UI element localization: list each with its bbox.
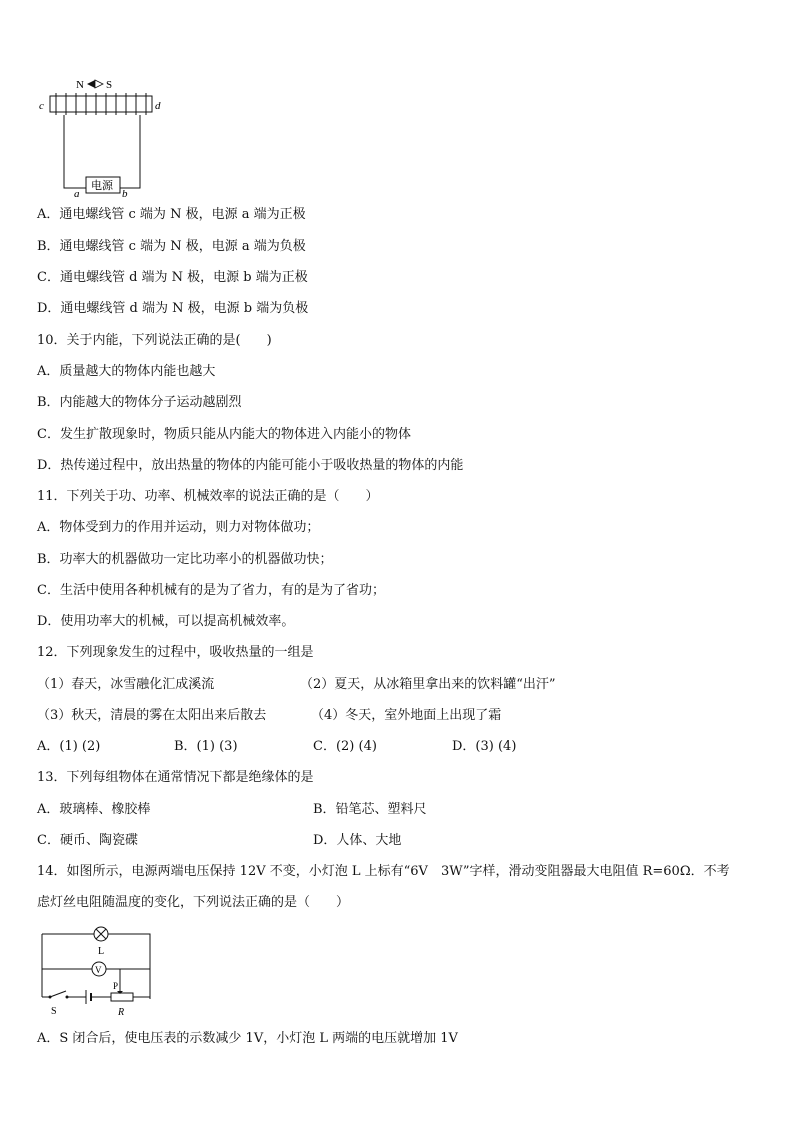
q10-option-b: B．内能越大的物体分子运动越剧烈 [37, 395, 242, 410]
q12-item-1: （1）春天，冰雪融化汇成溪流 [37, 677, 215, 692]
compass-needle-south [95, 80, 103, 88]
q12-option-b: B．(1) (3) [174, 739, 238, 754]
q13-option-d: D．人体、大地 [313, 833, 402, 848]
compass-needle-north [87, 80, 95, 88]
end-d-label: d [155, 100, 161, 112]
q9-option-c: C．通电螺线管 d 端为 N 极，电源 b 端为正极 [37, 270, 308, 285]
q12-item-3: （3）秋天，清晨的雾在太阳出来后散去 [37, 708, 267, 723]
q12-item-4: （4）冬天，室外地面上出现了霜 [311, 708, 502, 723]
q12-option-c: C．(2) (4) [313, 739, 377, 754]
q12-option-d: D．(3) (4) [452, 739, 517, 754]
switch-label: S [51, 1006, 57, 1017]
q11-option-b: B．功率大的机器做功一定比功率小的机器做功快； [37, 552, 333, 567]
end-c-label: c [39, 100, 44, 112]
voltmeter-label: V [95, 965, 102, 975]
circuit-diagram [36, 924, 156, 1020]
q12-item-2: （2）夏天，从冰箱里拿出来的饮料罐“出汗” [300, 677, 556, 692]
q11-option-a: A．物体受到力的作用并运动，则力对物体做功； [37, 520, 320, 535]
pole-s-label: S [106, 79, 113, 91]
q11-stem: 11．下列关于功、功率、机械效率的说法正确的是（ ） [37, 489, 379, 504]
q13-option-a: A．玻璃棒、橡胶棒 [37, 802, 151, 817]
terminal-a-label: a [74, 188, 80, 198]
terminal-b-label: b [122, 188, 128, 198]
q9-option-d: D．通电螺线管 d 端为 N 极，电源 b 端为负极 [37, 301, 309, 316]
rheostat-label: R [118, 1007, 125, 1018]
q10-option-a: A．质量越大的物体内能也越大 [37, 364, 216, 379]
solenoid-diagram [36, 76, 166, 198]
wire-left [64, 115, 86, 188]
q11-option-c: C．生活中使用各种机械有的是为了省力，有的是为了省功； [37, 583, 385, 598]
q10-option-c: C．发生扩散现象时，物质只能从内能大的物体进入内能小的物体 [37, 427, 411, 442]
wire-right [120, 115, 140, 188]
slider-label: P [113, 981, 119, 991]
q13-option-c: C．硬币、陶瓷碟 [37, 833, 138, 848]
solenoid-circuit-figure [36, 76, 166, 198]
q9-option-b: B．通电螺线管 c 端为 N 极，电源 a 端为负极 [37, 239, 306, 254]
rheostat-symbol [111, 993, 133, 1001]
q10-option-d: D．热传递过程中，放出热量的物体的内能可能小于吸收热量的物体的内能 [37, 458, 464, 473]
q11-option-d: D．使用功率大的机械，可以提高机械效率。 [37, 614, 295, 629]
q14-stem-line-2: 虑灯丝电阻随温度的变化，下列说法正确的是（ ） [37, 895, 350, 910]
q13-stem: 13．下列每组物体在通常情况下都是绝缘体的是 [37, 770, 314, 785]
q9-option-a: A．通电螺线管 c 端为 N 极，电源 a 端为正极 [37, 207, 306, 222]
power-supply-label: 电源 [91, 180, 113, 192]
q14-stem-line-1: 14．如图所示，电源两端电压保持 12V 不变，小灯泡 L 上标有“6V 3W”字样，滑动变阻器最大电阻值 R=60Ω．不考 [37, 864, 730, 879]
q12-option-a: A．(1) (2) [37, 739, 101, 754]
pole-n-label: N [76, 79, 84, 91]
lamp-rheostat-circuit-figure [36, 924, 156, 1020]
solenoid-core [50, 96, 152, 112]
q12-stem: 12．下列现象发生的过程中，吸收热量的一组是 [37, 645, 314, 660]
q14-option-a: A．S 闭合后，使电压表的示数减少 1V，小灯泡 L 两端的电压就增加 1V [37, 1031, 458, 1046]
q10-stem: 10．关于内能，下列说法正确的是( ) [37, 333, 272, 348]
wire-bottom-right [133, 997, 150, 999]
lamp-label: L [98, 946, 105, 957]
switch-blade [50, 991, 66, 997]
q13-option-b: B．铅笔芯、塑料尺 [313, 802, 427, 817]
